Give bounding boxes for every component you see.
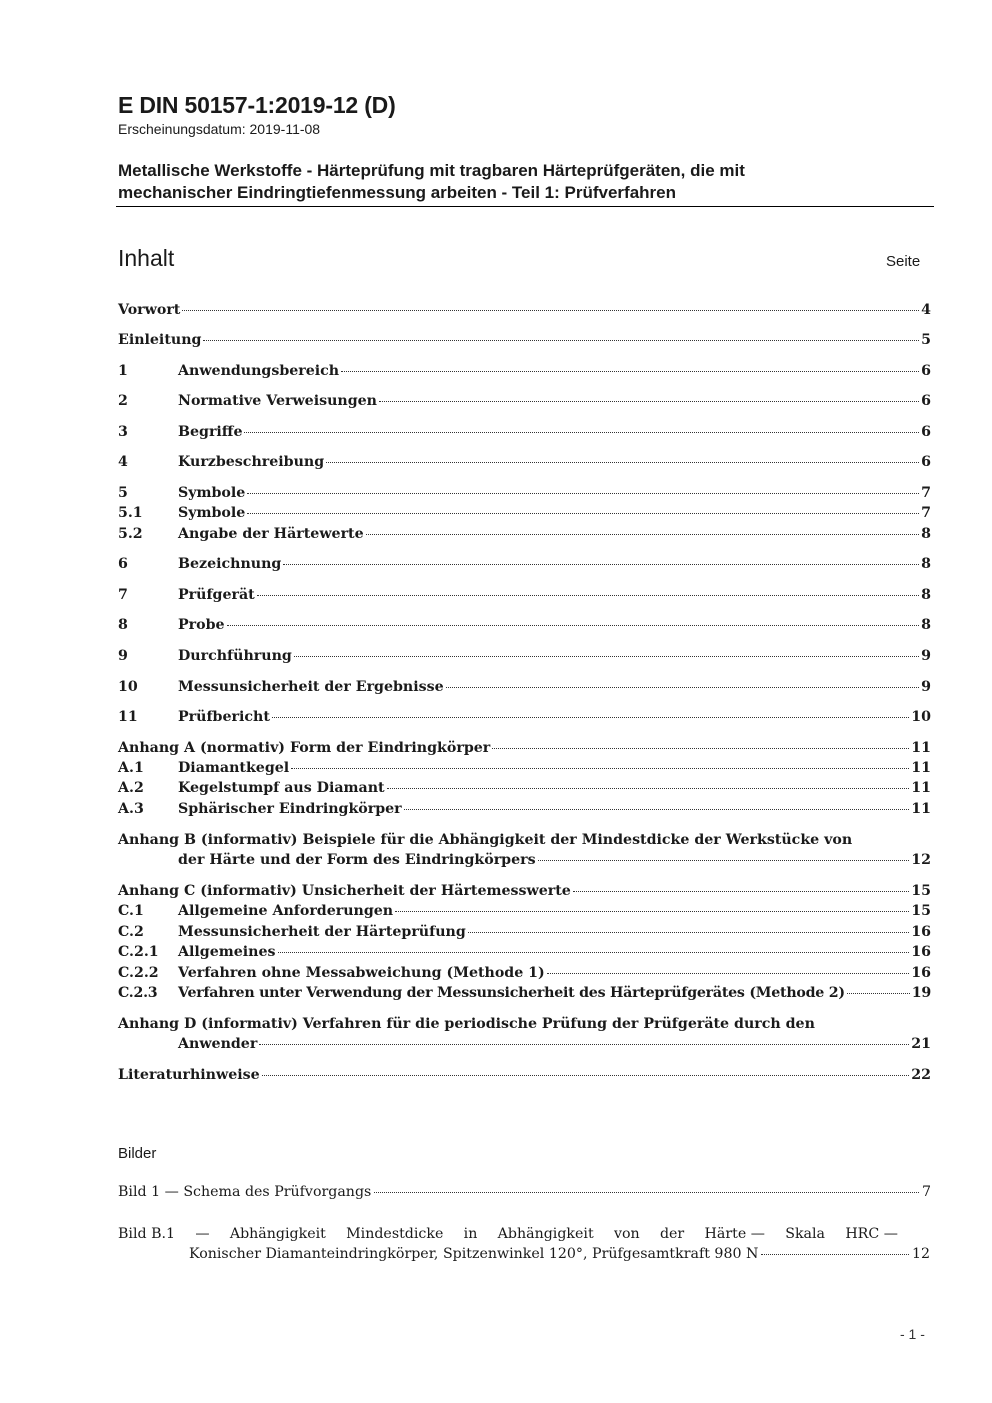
toc-leader [283, 564, 919, 565]
toc-entry-number: 3 [118, 424, 128, 440]
toc-entry-page: 9 [921, 648, 931, 664]
toc-entry[interactable] [118, 760, 931, 780]
toc-entry-number: 2 [118, 393, 128, 409]
toc-entry-label: Anwendungsbereich [178, 363, 340, 379]
toc-entry[interactable] [118, 1067, 931, 1087]
toc-entry-label: Begriffe [178, 424, 243, 440]
toc-entry[interactable] [118, 780, 931, 800]
toc-leader [468, 932, 909, 933]
toc-entry-number: 1 [118, 363, 128, 379]
title-line-1: Metallische Werkstoffe - Härteprüfung mit tragbaren Härteprüfgeräten, die mit [118, 161, 745, 180]
toc-entry-number: C.2.3 [118, 985, 158, 1001]
toc-entry-label: Durchführung [178, 648, 292, 664]
toc-entry-number: C.2.2 [118, 965, 159, 981]
title-rule [116, 206, 934, 207]
toc-entry-label: Anhang C (informativ) Unsicherheit der Härtemesswerte [118, 883, 571, 899]
toc-entry[interactable] [118, 556, 931, 576]
toc-entry-number: 11 [118, 709, 138, 725]
toc-entry-page: 4 [921, 302, 931, 318]
toc-entry[interactable] [118, 617, 931, 637]
publication-date: Erscheinungsdatum: 2019-11-08 [118, 121, 321, 137]
toc-entry[interactable] [118, 505, 931, 525]
toc-entry[interactable] [118, 454, 931, 474]
toc-leader [247, 513, 919, 514]
toc-leader [203, 340, 919, 341]
word: Mindestdicke [346, 1226, 444, 1242]
title-line-2: mechanischer Eindringtiefenmessung arbeiten - Teil 1: Prüfverfahren [118, 183, 676, 202]
toc-leader [395, 911, 909, 912]
toc-entry-page: 8 [921, 526, 931, 542]
word: — [195, 1226, 210, 1242]
toc-leader [341, 371, 919, 372]
toc-entry-number: A.1 [118, 760, 144, 776]
figure-leader [374, 1192, 919, 1193]
word: HRC — [845, 1226, 898, 1242]
word: Härte — [704, 1226, 765, 1242]
toc-entry-label: Literaturhinweise [118, 1067, 260, 1083]
toc-entry[interactable] [118, 903, 931, 923]
toc-entry[interactable] [118, 332, 931, 352]
toc-entry-page: 15 [911, 903, 931, 919]
toc-entry-number: C.1 [118, 903, 144, 919]
toc-entry-page: 21 [911, 1036, 931, 1052]
toc-entry-label: Prüfbericht [178, 709, 270, 725]
toc-entry-page: 8 [921, 556, 931, 572]
toc-entry-page: 16 [911, 924, 931, 940]
toc-entry-label: Symbole [178, 505, 246, 521]
toc-entry-page: 7 [921, 485, 931, 501]
toc-entry-number: 7 [118, 587, 128, 603]
toc-entry-number: 5.1 [118, 505, 143, 521]
word: Skala [785, 1226, 826, 1242]
toc-entry-label: Probe [178, 617, 225, 633]
toc-entry[interactable] [118, 801, 931, 821]
figure-entry[interactable] [118, 1184, 931, 1204]
toc-entry-number: 4 [118, 454, 128, 470]
toc-entry-page: 15 [911, 883, 931, 899]
toc-entry-number: A.2 [118, 780, 144, 796]
toc-entry-page: 19 [911, 985, 931, 1001]
toc-entry-number: C.2.1 [118, 944, 159, 960]
toc-leader [272, 717, 909, 718]
toc-entry[interactable] [118, 526, 931, 546]
toc-leader [278, 952, 910, 953]
toc-entry-label: der Härte und der Form des Eindringkörpers [178, 852, 536, 868]
toc-leader [182, 310, 919, 311]
word: Abhängigkeit [497, 1226, 594, 1242]
toc-entry-label: Verfahren ohne Messabweichung (Methode 1) [178, 965, 545, 981]
figure-entry-b1-line1[interactable] [118, 1226, 898, 1242]
toc-entry-label: Allgemeines [178, 944, 276, 960]
toc-leader [247, 493, 919, 494]
word: Bild B.1 [118, 1226, 176, 1242]
page-number: - 1 - [900, 1326, 925, 1342]
word: von [613, 1226, 640, 1242]
toc-leader [366, 534, 919, 535]
toc-annex-d-heading[interactable]: Anhang D (informativ) Verfahren für die periodische Prüfung der Prüfgeräte durch den [118, 1016, 815, 1032]
toc-leader [291, 768, 909, 769]
toc-entry-label: Prüfgerät [178, 587, 255, 603]
toc-entry[interactable] [118, 965, 931, 985]
toc-entry-page: 8 [921, 617, 931, 633]
toc-entry-label: Symbole [178, 485, 246, 501]
toc-entry[interactable] [118, 587, 931, 607]
figure-entry[interactable] [189, 1246, 930, 1266]
toc-entry-page: 16 [911, 944, 931, 960]
toc-leader [244, 432, 919, 433]
toc-leader [547, 973, 909, 974]
toc-entry-number: A.3 [118, 801, 144, 817]
toc-entry-page: 16 [911, 965, 931, 981]
figure-entry-page: 12 [911, 1246, 930, 1262]
figure-entry-label: Bild 1 — Schema des Prüfvorgangs [118, 1184, 372, 1200]
toc-entry-number: 5.2 [118, 526, 143, 542]
toc-entry-label: Kurzbeschreibung [178, 454, 325, 470]
toc-entry-label: Verfahren unter Verwendung der Messunsicherheit des Härteprüfgerätes (Methode 2) [178, 985, 845, 1001]
toc-leader [326, 462, 919, 463]
toc-entry-label: Anwender [178, 1036, 258, 1052]
toc-leader [262, 1075, 910, 1076]
word: der [659, 1226, 685, 1242]
figures-heading: Bilder [118, 1145, 157, 1162]
toc-leader [404, 809, 910, 810]
page-column-heading: Seite [886, 253, 921, 270]
toc-leader [379, 401, 919, 402]
toc-entry-number: 10 [118, 679, 138, 695]
toc-entry[interactable] [118, 944, 931, 964]
toc-entry-label: Vorwort [118, 302, 181, 318]
toc-leader [573, 891, 909, 892]
toc-leader [492, 748, 909, 749]
toc-entry[interactable] [118, 302, 931, 322]
document-title [118, 160, 933, 204]
toc-entry-number: 6 [118, 556, 128, 572]
toc-entry-page: 12 [911, 852, 931, 868]
toc-entry-page: 6 [921, 454, 931, 470]
toc-entry[interactable] [118, 363, 931, 383]
toc-entry-page: 11 [911, 760, 931, 776]
toc-entry-label: Sphärischer Eindringkörper [178, 801, 402, 817]
toc-entry-number: C.2 [118, 924, 144, 940]
toc-leader [387, 788, 910, 789]
word: Abhängigkeit [229, 1226, 326, 1242]
toc-entry-page: 6 [921, 424, 931, 440]
toc-entry-label: Diamantkegel [178, 760, 290, 776]
document-id: E DIN 50157-1:2019-12 (D) [118, 92, 396, 118]
toc-entry[interactable] [118, 485, 931, 505]
toc-leader [446, 687, 920, 688]
toc-entry-page: 5 [921, 332, 931, 348]
toc-entry-label: Messunsicherheit der Ergebnisse [178, 679, 444, 695]
toc-entry[interactable] [118, 924, 931, 944]
toc-entry[interactable] [178, 852, 931, 872]
toc-entry-number: 8 [118, 617, 128, 633]
toc-entry[interactable] [118, 709, 931, 729]
toc-entry-label: Angabe der Härtewerte [178, 526, 364, 542]
toc-entry-number: 9 [118, 648, 128, 664]
toc-entry-page: 10 [911, 709, 931, 725]
toc-entry-label: Normative Verweisungen [178, 393, 377, 409]
toc-entry-number: 5 [118, 485, 128, 501]
toc-entry-page: 11 [911, 740, 931, 756]
toc-entry[interactable] [178, 1036, 931, 1056]
toc-entry[interactable] [118, 985, 931, 1005]
figure-entry-page: 7 [921, 1184, 931, 1200]
toc-entry-page: 7 [921, 505, 931, 521]
toc-heading: Inhalt [118, 245, 175, 271]
toc-entry-page: 22 [911, 1067, 931, 1083]
toc-entry-page: 9 [921, 679, 931, 695]
toc-entry-page: 8 [921, 587, 931, 603]
toc-entry[interactable] [118, 393, 931, 413]
toc-entry[interactable] [118, 679, 931, 699]
toc-entry[interactable] [118, 648, 931, 668]
toc-leader [259, 1044, 909, 1045]
figure-entry-label: Konischer Diamanteindringkörper, Spitzenwinkel 120°, Prüfgesamtkraft 980 N [189, 1246, 759, 1262]
word: in [463, 1226, 478, 1242]
toc-entry-label: Bezeichnung [178, 556, 282, 572]
toc-entry[interactable] [118, 883, 931, 903]
toc-leader [227, 625, 920, 626]
toc-leader [294, 656, 919, 657]
toc-entry-page: 6 [921, 363, 931, 379]
toc-entry[interactable] [118, 424, 931, 444]
toc-entry-label: Anhang A (normativ) Form der Eindringkörper [118, 740, 491, 756]
toc-annex-b-heading[interactable]: Anhang B (informativ) Beispiele für die Abhängigkeit der Mindestdicke der Werkstücke von [118, 832, 853, 848]
toc-leader [257, 595, 919, 596]
figure-leader [761, 1254, 909, 1255]
toc-entry-page: 11 [911, 780, 931, 796]
toc-entry-page: 11 [911, 801, 931, 817]
toc-leader [847, 993, 910, 994]
toc-entry-label: Messunsicherheit der Härteprüfung [178, 924, 466, 940]
toc-entry-label: Einleitung [118, 332, 202, 348]
toc-entry[interactable] [118, 740, 931, 760]
toc-entry-label: Kegelstumpf aus Diamant [178, 780, 385, 796]
toc-entry-page: 6 [921, 393, 931, 409]
toc-entry-label: Allgemeine Anforderungen [178, 903, 394, 919]
toc-leader [538, 860, 910, 861]
